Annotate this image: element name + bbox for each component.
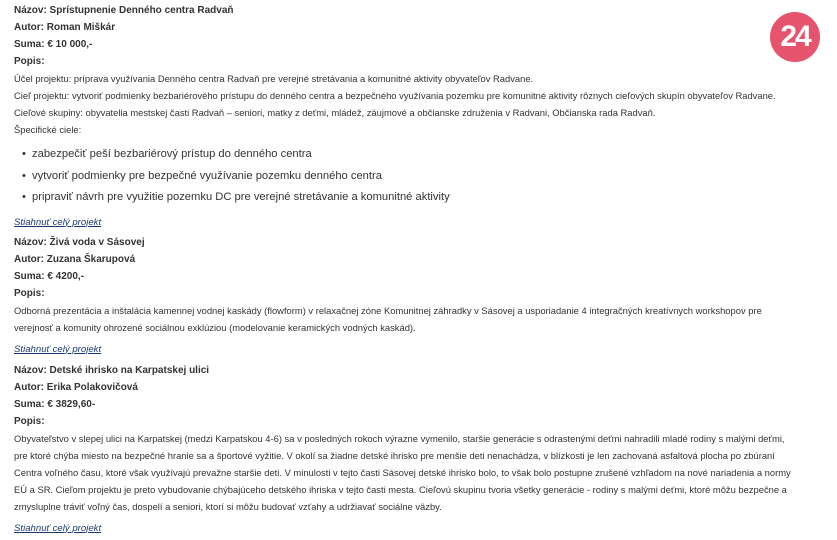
description-line: zmysluplne tráviť voľný čas, dospelí a seniori, ktorí si môžu budovať vzťahy a udržiavať sociálne väzby. xyxy=(14,500,442,512)
goal-item: • zabezpečiť peší bezbariérový prístup do denného centra xyxy=(22,144,799,166)
project-entry xyxy=(14,0,799,231)
project-list xyxy=(14,0,799,537)
project-description-label: Popis: xyxy=(14,56,45,67)
project-entry xyxy=(14,362,799,537)
bullet-icon: • xyxy=(22,148,26,160)
site-logo-24[interactable]: 24 xyxy=(770,12,820,62)
project-name: Názov: Detské ihrisko na Karpatskej ulici xyxy=(14,364,210,376)
description-line: Centra voľného času, ktoré však využívajú prevažne staršie deti. V minulosti v tejto časti Sásovej detské ihrisko bolo, to však bolo postupne zrušené vzhľadom na nové nariadenia a normy xyxy=(14,466,791,478)
project-description-label: Popis: xyxy=(14,415,45,427)
project-name: Názov: Živá voda v Sásovej xyxy=(14,236,145,248)
project-amount: Suma: € 3829,60- xyxy=(14,398,96,410)
download-project-link[interactable]: Stiahnuť celý projekt xyxy=(14,216,102,228)
project-entry xyxy=(14,234,799,358)
project-description xyxy=(14,70,799,138)
project-author: Autor: Zuzana Škarupová xyxy=(14,253,136,265)
project-amount: Suma: € 4200,- xyxy=(14,270,85,282)
description-line: Cieľové skupiny: obyvatelia mestskej časti Radvaň – seniori, matky z deťmi, mládež, záujmové a občianske združenia v Radvani, Občianska rada Radvaň. xyxy=(14,107,656,118)
bullet-icon: • xyxy=(22,169,26,182)
project-description xyxy=(14,430,799,515)
description-line: Účel projektu: príprava využívania Denného centra Radvaň pre verejné stretávania a komunitné aktivity obyvateľov Radvane. xyxy=(14,73,534,84)
description-line: Obyvateľstvo v slepej ulici na Karpatskej (medzi Karpatskou 4-6) sa v posledných rokoch výrazne vymenilo, staršie generácie s odrastenými deťmi nahradili mladé rodiny s malými deťmi, xyxy=(14,432,785,444)
bullet-icon: • xyxy=(22,191,26,203)
goal-item: • pripraviť návrh pre využitie pozemku DC pre verejné stretávanie a komunitné aktivity xyxy=(22,187,799,209)
description-line: pre ktoré chýba miesto na bezpečné hranie sa a športové vyžitie. V okolí sa žiadne detské ihrisko pre menšie deti nenachádza, v blízkosti je len zachovaná asfaltová plocha po zbúraní xyxy=(14,449,775,461)
description-line: EÚ a SR. Cieľom projektu je preto vybudovanie chýbajúceho detského ihriska v tejto časti mesta. Cieľovú skupinu tvoria všetky generácie - rodiny s malými deťmi, ktoré môžu bezpečne a xyxy=(14,483,787,495)
project-author: Autor: Erika Polakovičová xyxy=(14,381,138,393)
project-description xyxy=(14,302,799,336)
project-description-label: Popis: xyxy=(14,287,45,299)
download-project-link[interactable]: Stiahnuť celý projekt xyxy=(14,343,102,355)
description-line: Špecifické ciele: xyxy=(14,124,82,135)
download-project-link[interactable]: Stiahnuť celý projekt xyxy=(14,522,102,534)
goal-item: • vytvoriť podmienky pre bezpečné využívanie pozemku denného centra xyxy=(22,166,799,188)
project-author: Autor: Roman Miškár xyxy=(14,22,116,33)
description-line: Cieľ projektu: vytvoriť podmienky bezbariérového prístupu do denného centra a bezpečného využívania pozemku pre komunitné aktivity rôznych cieľových skupín obyvateľov Radvane. xyxy=(14,90,776,101)
description-line: Odborná prezentácia a inštalácia kamennej vodnej kaskády (flowform) v relaxačnej zóne Komunitnej záhradky v Sásovej a usporiadanie 4 integračných kreatívnych workshopov pre xyxy=(14,304,762,316)
project-name: Názov: Sprístupnenie Denného centra Radvaň xyxy=(14,5,234,16)
project-amount: Suma: € 10 000,- xyxy=(14,39,93,50)
description-line: verejnosť a komunity ohrozené sociálnou exklúziou (modelovanie keramických vodných kaskád). xyxy=(14,321,416,333)
specific-goals-list xyxy=(14,144,799,209)
